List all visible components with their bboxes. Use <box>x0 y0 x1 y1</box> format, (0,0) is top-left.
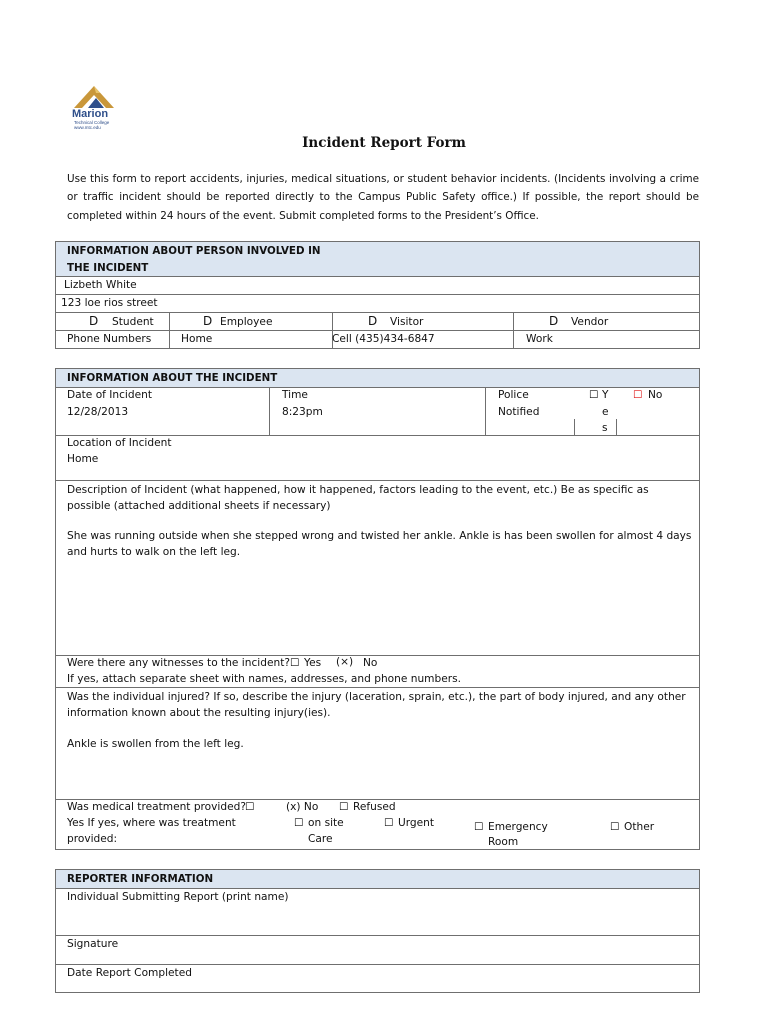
reporter-section <box>55 869 700 993</box>
where-label-1: Yes If yes, where was treatment <box>67 817 236 829</box>
witness-label: Were there any witnesses to the incident? <box>67 657 290 669</box>
onsite-checkbox[interactable]: ☐ <box>294 817 304 829</box>
location-value[interactable]: Home <box>67 453 99 465</box>
care-label: Care <box>308 833 333 845</box>
police-yes-y: Y <box>602 389 609 401</box>
treatment-yes-checkbox[interactable]: ☐ <box>245 801 255 813</box>
intro-paragraph: Use this form to report accidents, injuries, medical situations, or student behavior incidents. (Incidents involving a crime or traffic incident should be reported directly to the Campus Public Safety office.) If possible, the report should be completed within 24 hours of the event. Submit completed forms to the President’s Office. <box>67 173 699 222</box>
person-address[interactable]: 123 loe rios street <box>61 297 158 309</box>
room-label: Room <box>488 836 519 848</box>
description-label: Description of Incident (what happened, how it happened, factors leading to the event, etc.) Be as specific as possible (attached additional sheets if necessary) <box>67 484 649 512</box>
logo-name: Marion <box>72 108 109 120</box>
injury-value[interactable]: Ankle is swollen from the left leg. <box>67 738 244 750</box>
logo-sub-2: www.mtc.edu <box>74 125 101 130</box>
logo-subtitle <box>74 120 109 130</box>
treatment-no[interactable]: (x) No <box>286 801 319 813</box>
type-student-mark[interactable]: D <box>89 314 99 328</box>
date-label: Date of Incident <box>67 389 152 401</box>
urgent-checkbox[interactable]: ☐ <box>384 817 394 829</box>
witness-no-label: No <box>363 657 378 669</box>
witness-note: If yes, attach separate sheet with names, addresses, and phone numbers. <box>67 673 461 685</box>
witness-no-mark[interactable]: (×) <box>336 656 354 668</box>
person-header: INFORMATION ABOUT PERSON INVOLVED IN THE INCIDENT <box>67 245 321 274</box>
police-yes-s: s <box>602 422 608 434</box>
description-value[interactable]: She was running outside when she stepped wrong and twisted her ankle. Ankle is has been swollen for almost 4 days and hurts to walk on the left leg. <box>67 530 692 558</box>
page-title: Incident Report Form <box>302 135 466 151</box>
phone-label: Phone Numbers <box>67 333 152 345</box>
date-completed-label: Date Report Completed <box>67 967 192 979</box>
police-no-checkbox[interactable]: ☐ <box>633 389 643 401</box>
where-label-2: provided: <box>67 833 118 845</box>
police-yes-checkbox[interactable]: ☐ <box>589 389 599 401</box>
police-yes-e: e <box>602 406 609 418</box>
refused-checkbox[interactable]: ☐ <box>339 801 349 813</box>
witness-yes-checkbox[interactable]: ☐ <box>290 657 300 669</box>
signature-label: Signature <box>67 938 119 950</box>
person-section <box>55 241 700 349</box>
type-employee-mark[interactable]: D <box>203 314 213 328</box>
incident-header: INFORMATION ABOUT THE INCIDENT <box>67 372 278 384</box>
type-visitor-mark[interactable]: D <box>368 314 378 328</box>
reporter-header: REPORTER INFORMATION <box>67 873 214 885</box>
phone-cell[interactable]: Cell (435)434-6847 <box>332 333 435 345</box>
type-vendor-mark[interactable]: D <box>549 314 559 328</box>
other-label: Other <box>624 821 655 833</box>
submitter-label: Individual Submitting Report (print name) <box>67 891 289 903</box>
refused-label: Refused <box>353 801 396 813</box>
emergency-label: Emergency <box>488 821 548 833</box>
person-name[interactable]: Lizbeth White <box>64 279 137 291</box>
time-label: Time <box>282 389 308 401</box>
witness-yes-label: Yes <box>304 657 322 669</box>
urgent-label: Urgent <box>398 817 435 829</box>
emergency-checkbox[interactable]: ☐ <box>474 821 484 833</box>
college-logo <box>66 82 122 138</box>
police-label-2: Notified <box>498 406 540 418</box>
time-value[interactable]: 8:23pm <box>282 406 323 418</box>
type-student-label: Student <box>112 316 154 328</box>
type-visitor-label: Visitor <box>390 316 424 328</box>
type-employee-label: Employee <box>220 316 273 328</box>
police-label-1: Police <box>498 389 529 401</box>
treatment-label: Was medical treatment provided? <box>67 801 246 813</box>
other-checkbox[interactable]: ☐ <box>610 821 620 833</box>
date-value[interactable]: 12/28/2013 <box>67 406 129 418</box>
incident-section <box>55 368 700 850</box>
logo-sub-1: Technical College <box>74 120 110 125</box>
police-no-label: No <box>648 389 663 401</box>
injury-label: Was the individual injured? If so, describe the injury (laceration, sprain, etc.), the part of body injured, and any other information known about the resulting injury(ies). <box>67 691 686 719</box>
phone-home[interactable]: Home <box>181 333 213 345</box>
location-label: Location of Incident <box>67 437 172 449</box>
onsite-label: on site <box>308 817 344 829</box>
phone-work[interactable]: Work <box>526 333 553 345</box>
type-vendor-label: Vendor <box>571 316 609 328</box>
